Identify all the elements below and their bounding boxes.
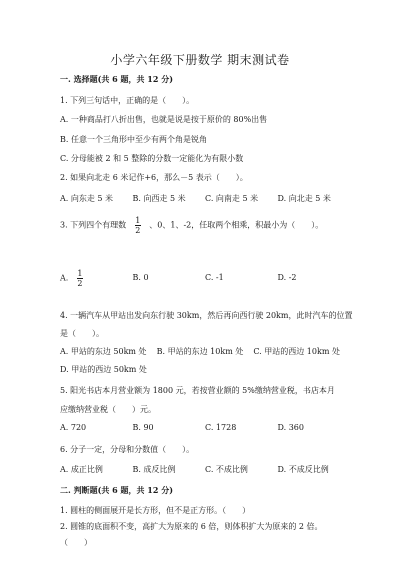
q2-option-b: B. 向西走 5 米 bbox=[132, 194, 186, 203]
section-choice-heading: 一. 选择题(共 6 题，共 12 分) bbox=[60, 74, 173, 84]
q3-stem-post: 、0、1、-2，任取两个相乘，积最小为（ ）。 bbox=[149, 220, 324, 230]
q6-options bbox=[60, 464, 350, 475]
q2-option-a: A. 向东走 5 米 bbox=[60, 194, 114, 203]
q1-option-a: A. 一种商品打八折出售，也就是说是按于原价的 80%出售 bbox=[60, 115, 268, 124]
q4-option-b: B. 甲站的东边 10km 处 bbox=[156, 347, 244, 356]
q3-option-a-fraction bbox=[77, 269, 83, 288]
q3-option-a-denominator: 2 bbox=[77, 279, 83, 288]
q1-stem: 1. 下列三句话中，正确的是（ ）。 bbox=[60, 96, 195, 105]
q3-option-c: C. -1 bbox=[205, 273, 224, 282]
section-judge-heading: 二. 判断题(共 6 题，共 12 分) bbox=[60, 485, 173, 495]
q3-option-d: D. -2 bbox=[277, 273, 297, 282]
q4-option-d: D. 甲站的西边 50km 处 bbox=[60, 365, 147, 374]
q6-option-b: B. 成反比例 bbox=[132, 465, 176, 474]
q3-option-a-numerator: 1 bbox=[77, 269, 83, 278]
q2-option-d: D. 向北走 5 米 bbox=[277, 194, 331, 203]
q5-option-d: D. 360 bbox=[277, 423, 304, 432]
q3-option-b: B. 0 bbox=[132, 273, 149, 282]
q2-stem: 2. 如果向北走 6 米记作+6，那么－5 表示（ ）。 bbox=[60, 173, 248, 182]
q2-option-c: C. 向南走 5 米 bbox=[205, 194, 259, 203]
q5-options bbox=[60, 423, 350, 432]
q3-stem bbox=[60, 216, 323, 235]
q6-stem: 6. 分子一定，分母和分数值（ ）。 bbox=[60, 445, 195, 454]
q3-option-a bbox=[60, 269, 133, 288]
q4-stem-line2: 是（ ）。 bbox=[60, 329, 104, 338]
q4-option-c: C. 甲站的西边 10km 处 bbox=[253, 347, 340, 356]
q3-options bbox=[60, 269, 350, 288]
q1-option-c: C. 分母能被 2 和 5 整除的分数一定能化为有限小数 bbox=[60, 154, 244, 163]
judge-q2-paren: （ ） bbox=[60, 538, 92, 547]
q5-option-b: B. 90 bbox=[132, 423, 154, 432]
q3-option-a-label: A. bbox=[60, 273, 69, 283]
q5-stem-line2: 应缴纳营业税（ ）元。 bbox=[60, 405, 156, 414]
q3-fraction-denominator: 2 bbox=[135, 226, 141, 235]
q2-options bbox=[60, 193, 350, 204]
q5-option-c: C. 1728 bbox=[205, 423, 237, 432]
q3-fraction bbox=[135, 216, 141, 235]
judge-q2: 2. 圆锥的底面积不变，高扩大为原来的 6 倍，则体积扩大为原来的 2 倍。 bbox=[60, 522, 323, 531]
q4-stem-line1: 4. 一辆汽车从甲站出发向东行驶 30km，然后再向西行驶 20km，此时汽车的位置 bbox=[60, 311, 353, 320]
q1-option-b: B. 任意一个三角形中至少有两个角是锐角 bbox=[60, 135, 207, 144]
q4-option-a: A. 甲站的东边 50km 处 bbox=[60, 347, 147, 356]
q6-option-a: A. 成正比例 bbox=[60, 465, 103, 474]
q4-options bbox=[60, 346, 350, 357]
q3-fraction-numerator: 1 bbox=[135, 216, 141, 225]
judge-q1: 1. 圆柱的侧面展开是长方形，但不是正方形。（ ） bbox=[60, 506, 251, 515]
q3-stem-pre: 3. 下列四个有理数 bbox=[60, 220, 127, 230]
q5-stem-line1: 5. 阳光书店本月营业额为 1800 元，若按营业额的 5%缴纳营业税，书店本月 bbox=[60, 386, 335, 395]
q5-option-a: A. 720 bbox=[60, 423, 87, 432]
page-title: 小学六年级下册数学 期末测试卷 bbox=[110, 53, 290, 67]
q6-option-d: D. 不成反比例 bbox=[277, 465, 329, 474]
q6-option-c: C. 不成比例 bbox=[205, 465, 248, 474]
